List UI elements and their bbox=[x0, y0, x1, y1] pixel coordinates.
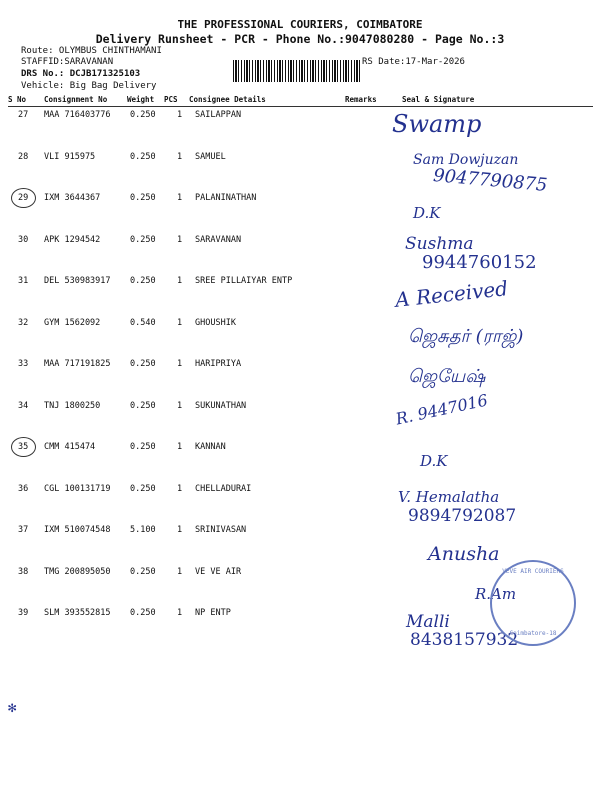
consignee-cell: VE VE AIR bbox=[195, 566, 242, 577]
consignee-cell: SRINIVASAN bbox=[195, 525, 247, 535]
weight-cell: 5.100 bbox=[130, 525, 156, 535]
consignment-cell: TMG 200895050 bbox=[44, 566, 111, 577]
pcs-cell: 1 bbox=[177, 359, 183, 369]
consignee-cell: NP ENTP bbox=[195, 608, 231, 618]
drs-number: DRS No.: DCJB171325103 bbox=[21, 69, 141, 79]
consignment-cell: MAA 717191825 bbox=[44, 359, 111, 369]
pcs-cell: 1 bbox=[177, 442, 183, 452]
sno-cell: 34 bbox=[18, 400, 29, 411]
consignment-cell: IXM 3644367 bbox=[44, 193, 101, 203]
consignment-cell: MAA 716403776 bbox=[44, 110, 111, 120]
signature-28-name: Sam Dowjuzan bbox=[413, 152, 519, 168]
consignee-cell: CHELLADURAI bbox=[195, 483, 252, 494]
runsheet-title: Delivery Runsheet - PCR - Phone No.:9047080280 - Page No.:3 bbox=[95, 32, 505, 46]
col-weight: Weight bbox=[127, 95, 155, 104]
col-sno: S No bbox=[8, 95, 27, 104]
consignee-cell: PALANINATHAN bbox=[195, 193, 257, 203]
pcs-cell: 1 bbox=[177, 608, 183, 618]
seal-bottom-text: Coimbatore-18 bbox=[509, 630, 557, 637]
pcs-cell: 1 bbox=[177, 525, 183, 535]
sno-cell: 28 bbox=[18, 151, 29, 162]
sno-cell: 27 bbox=[18, 110, 29, 120]
weight-cell: 0.250 bbox=[130, 234, 156, 245]
table-row bbox=[0, 359, 600, 400]
weight-cell: 0.250 bbox=[130, 276, 156, 286]
consignee-cell: SREE PILLAIYAR ENTP bbox=[195, 276, 293, 286]
pcs-cell: 1 bbox=[177, 151, 183, 162]
signature-31: A Received bbox=[394, 276, 510, 312]
signature-29: D.K bbox=[413, 204, 441, 222]
table-row bbox=[0, 525, 600, 566]
signature-38: R.Am bbox=[475, 585, 517, 603]
pcs-cell: 1 bbox=[177, 317, 183, 328]
sno-circle-mark bbox=[11, 437, 36, 457]
col-remarks: Remarks bbox=[345, 95, 377, 104]
pcs-cell: 1 bbox=[177, 276, 183, 286]
pcs-cell: 1 bbox=[177, 400, 183, 411]
table-row bbox=[0, 401, 600, 442]
col-signature: Seal & Signature bbox=[402, 95, 475, 104]
route: Route: OLYMBUS CHINTHAMANI bbox=[21, 46, 162, 56]
pcs-cell: 1 bbox=[177, 483, 183, 494]
weight-cell: 0.250 bbox=[130, 110, 156, 120]
consignee-cell: GHOUSHIK bbox=[195, 317, 236, 328]
weight-cell: 0.540 bbox=[130, 317, 156, 328]
consignment-cell: DEL 530983917 bbox=[44, 276, 111, 286]
weight-cell: 0.250 bbox=[130, 608, 156, 618]
consignee-cell: SAMUEL bbox=[195, 151, 226, 162]
sno-cell: 38 bbox=[18, 566, 29, 577]
consignee-cell: SAILAPPAN bbox=[195, 110, 242, 120]
signature-27: Swamp bbox=[392, 110, 482, 138]
pcs-cell: 1 bbox=[177, 234, 183, 245]
rs-date: RS Date:17-Mar-2026 bbox=[362, 57, 465, 67]
company-name: THE PROFESSIONAL COURIERS, COIMBATORE bbox=[177, 18, 423, 31]
table-row bbox=[0, 193, 600, 234]
consignment-cell: CMM 415474 bbox=[44, 442, 96, 452]
signature-33: ஜெயேஷ் bbox=[408, 366, 486, 387]
company-seal bbox=[490, 560, 576, 646]
weight-cell: 0.250 bbox=[130, 442, 156, 452]
consignment-cell: TNJ 1800250 bbox=[44, 400, 101, 411]
consignee-cell: SARAVANAN bbox=[195, 234, 242, 245]
sno-cell: 30 bbox=[18, 234, 29, 245]
sno-cell: 32 bbox=[18, 317, 29, 328]
ink-mark: ✻ bbox=[8, 700, 17, 716]
table-row bbox=[0, 110, 600, 151]
weight-cell: 0.250 bbox=[130, 483, 156, 494]
sno-cell: 35 bbox=[18, 442, 29, 452]
sno-cell: 29 bbox=[18, 193, 29, 203]
signature-36-name: V. Hemalatha bbox=[398, 488, 500, 506]
consignment-cell: APK 1294542 bbox=[44, 234, 101, 245]
header-divider bbox=[8, 106, 593, 107]
signature-39-name: Malli bbox=[406, 612, 450, 632]
table-row bbox=[0, 442, 600, 483]
signature-36-phone: 9894792087 bbox=[408, 506, 517, 526]
signature-37: Anusha bbox=[428, 543, 500, 565]
sno-circle-mark bbox=[11, 188, 36, 208]
signature-34: R. 9447016 bbox=[394, 390, 490, 429]
weight-cell: 0.250 bbox=[130, 400, 156, 411]
signature-28-phone: 9047790875 bbox=[432, 165, 549, 196]
sno-cell: 31 bbox=[18, 276, 29, 286]
pcs-cell: 1 bbox=[177, 566, 183, 577]
signature-30-name: Sushma bbox=[405, 234, 474, 254]
col-pcs: PCS bbox=[164, 95, 178, 104]
signature-39-phone: 8438157932 bbox=[410, 630, 519, 650]
seal-top-text: VEVE AIR COURIERS bbox=[502, 568, 564, 575]
staff-id: STAFFID:SARAVANAN bbox=[21, 57, 114, 67]
vehicle: Vehicle: Big Bag Delivery bbox=[21, 81, 157, 91]
col-consignment: Consignment No bbox=[44, 95, 108, 104]
weight-cell: 0.250 bbox=[130, 193, 156, 203]
consignee-cell: SUKUNATHAN bbox=[195, 400, 247, 411]
pcs-cell: 1 bbox=[177, 193, 183, 203]
table-row bbox=[0, 276, 600, 317]
consignment-cell: GYM 1562092 bbox=[44, 317, 101, 328]
sno-cell: 36 bbox=[18, 483, 29, 494]
consignment-cell: CGL 100131719 bbox=[44, 483, 111, 494]
sno-cell: 33 bbox=[18, 359, 29, 369]
consignee-cell: KANNAN bbox=[195, 442, 226, 452]
sno-cell: 39 bbox=[18, 608, 29, 618]
pcs-cell: 1 bbox=[177, 110, 183, 120]
signature-32: ஜெசுதர் (ராஜ்) bbox=[408, 326, 524, 347]
consignee-cell: HARIPRIYA bbox=[195, 359, 242, 369]
consignment-cell: VLI 915975 bbox=[44, 151, 96, 162]
signature-35: D.K bbox=[420, 452, 448, 470]
sno-cell: 37 bbox=[18, 525, 29, 535]
weight-cell: 0.250 bbox=[130, 566, 156, 577]
weight-cell: 0.250 bbox=[130, 359, 156, 369]
weight-cell: 0.250 bbox=[130, 151, 156, 162]
col-consignee: Consignee Details bbox=[189, 95, 266, 104]
signature-30-phone: 9944760152 bbox=[422, 252, 537, 273]
consignment-cell: SLM 393552815 bbox=[44, 608, 111, 618]
barcode bbox=[233, 60, 361, 82]
consignment-cell: IXM 510074548 bbox=[44, 525, 111, 535]
